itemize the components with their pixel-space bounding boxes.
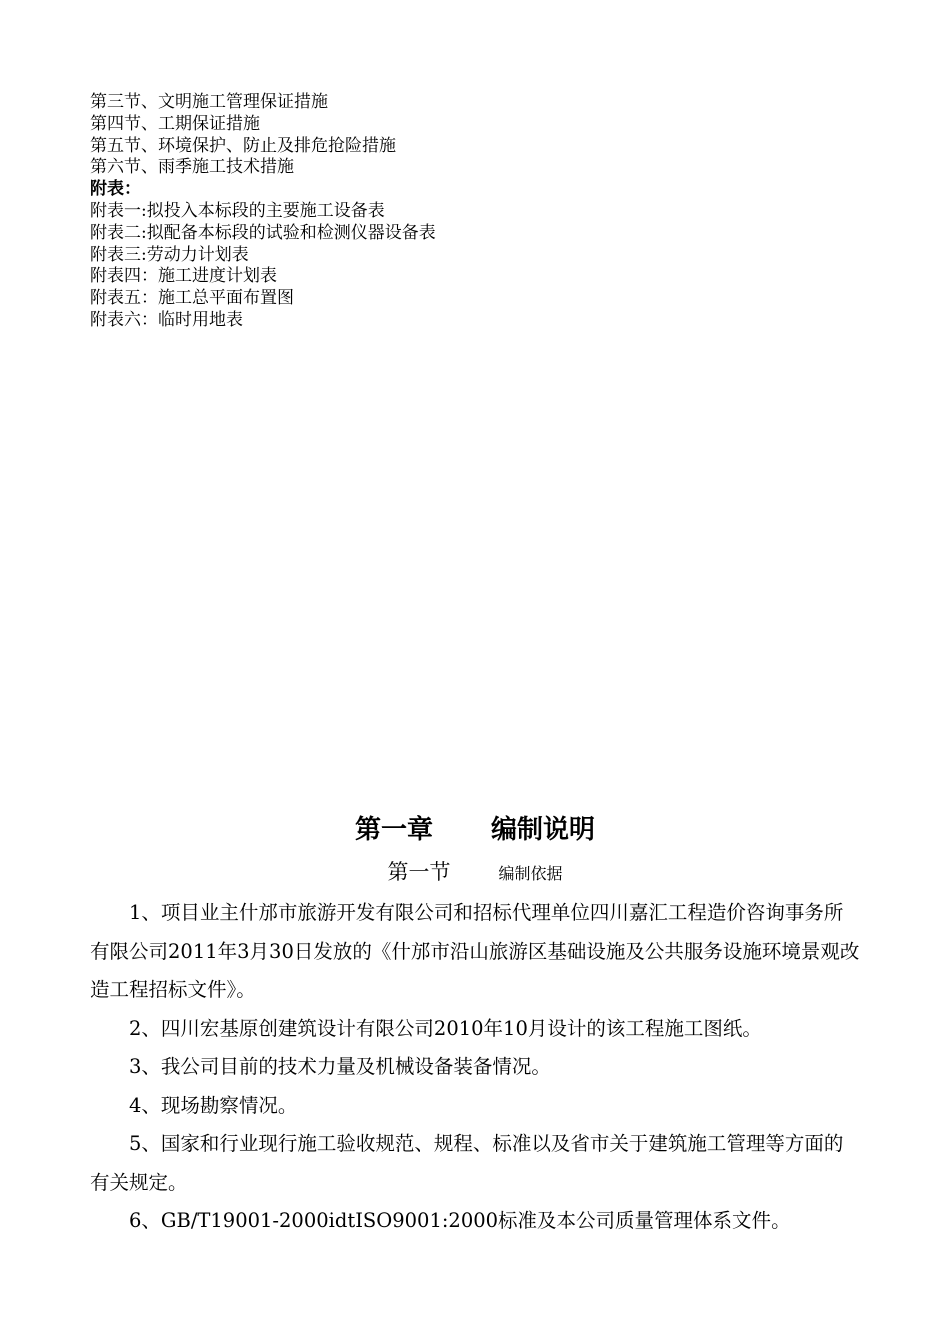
paragraph-1: 1、项目业主什邡市旅游开发有限公司和招标代理单位四川嘉汇工程造价咨询事务所有限公司2011年3月30日发放的《什邡市沿山旅游区基础设施及公共服务设施环境景观改造工程招标文件》。 bbox=[90, 901, 860, 1001]
toc-entry-section-3: 第三节、文明施工管理保证措施 bbox=[90, 92, 328, 112]
toc-entry-section-6: 第六节、雨季施工技术措施 bbox=[90, 157, 294, 178]
toc-appendix-item-4: 附表四：施工进度计划表 bbox=[90, 266, 277, 287]
body-text bbox=[90, 894, 860, 1241]
toc-appendix-item-3: 附表三:劳动力计划表 bbox=[90, 244, 249, 265]
paragraph-2: 2、四川宏基原创建筑设计有限公司2010年10月设计的该工程施工图纸。 bbox=[129, 1016, 762, 1040]
table-of-contents bbox=[90, 92, 870, 332]
section-number: 第一节 bbox=[387, 860, 451, 884]
chapter-title: 编制说明 bbox=[491, 815, 596, 845]
toc-entry-section-4: 第四节、工期保证措施 bbox=[90, 113, 260, 134]
section-title: 编制依据 bbox=[498, 864, 563, 883]
section-heading bbox=[0, 855, 950, 891]
toc-appendix-item-2: 附表二:拟配备本标段的试验和检测仪器设备表 bbox=[90, 222, 436, 243]
toc-appendix-item-6: 附表六：临时用地表 bbox=[90, 309, 243, 330]
paragraph-6: 6、GB/T19001-2000idtISO9001:2000标准及本公司质量管理体系文件。 bbox=[129, 1209, 791, 1232]
chapter-heading bbox=[0, 810, 950, 850]
toc-appendix-heading: 附表： bbox=[90, 179, 141, 200]
toc-appendix-item-1: 附表一:拟投入本标段的主要施工设备表 bbox=[90, 200, 385, 221]
chapter-number: 第一章 bbox=[354, 815, 433, 845]
paragraph-4: 4、现场勘察情况。 bbox=[129, 1093, 298, 1117]
toc-entry-section-5: 第五节、环境保护、防止及排危抢险措施 bbox=[90, 135, 396, 156]
toc-appendix-item-5: 附表五：施工总平面布置图 bbox=[90, 288, 294, 309]
paragraph-3: 3、我公司目前的技术力量及机械设备装备情况。 bbox=[129, 1055, 551, 1078]
paragraph-5: 5、国家和行业现行施工验收规范、规程、标准以及省市关于建筑施工管理等方面的有关规定。 bbox=[90, 1132, 844, 1194]
